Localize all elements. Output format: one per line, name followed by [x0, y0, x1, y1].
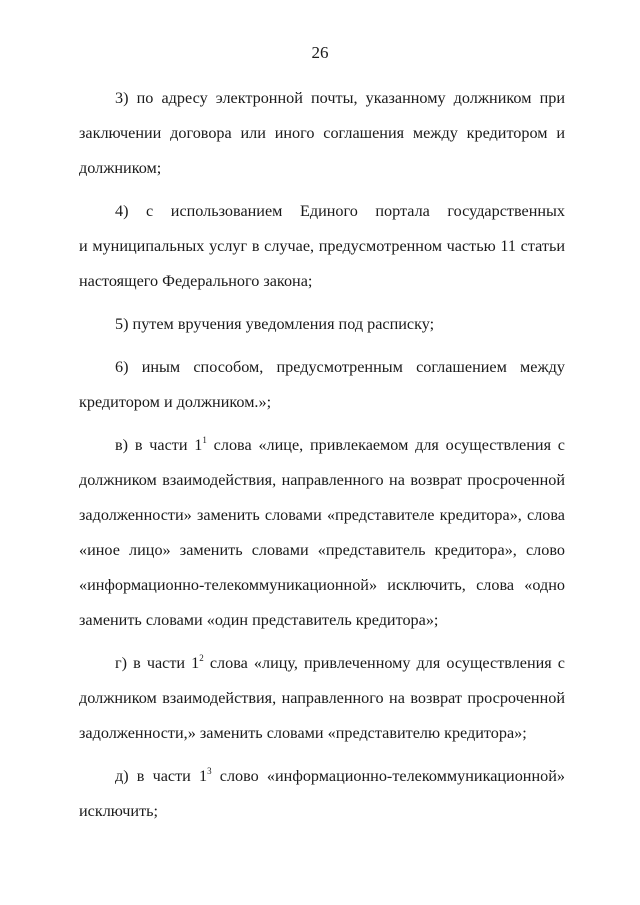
superscript: 1	[202, 435, 207, 445]
paragraph-item-3	[79, 81, 565, 186]
paragraph-line: 4) с использованием Единого портала государственных	[115, 202, 565, 220]
paragraph-line: задолженности» заменить словами «представителе кредитора», слова	[79, 506, 565, 524]
paragraph-item-4	[79, 194, 565, 299]
page-number: 26	[311, 43, 329, 62]
paragraph-subitem-d	[79, 759, 565, 829]
paragraph-item-6	[79, 350, 565, 420]
paragraph-line: задолженности,» заменить словами «представителю кредитора»;	[79, 724, 527, 742]
paragraph-line: исключить;	[79, 802, 159, 820]
line-text: г) в части 1	[115, 654, 200, 672]
paragraph-line: кредитором и должником.»;	[79, 393, 272, 411]
paragraph-line: заключении договора или иного соглашения между кредитором и	[79, 124, 565, 142]
paragraph-line: 3) по адресу электронной почты, указанному должником при	[115, 89, 565, 107]
superscript: 2	[199, 653, 204, 663]
paragraph-item-5	[79, 307, 565, 342]
paragraph-line: 5) путем вручения уведомления под расписку;	[115, 315, 435, 333]
paragraph-line: заменить словами «один представитель кредитора»;	[79, 611, 439, 629]
paragraph-line	[79, 759, 565, 794]
paragraph-subitem-g	[79, 646, 565, 751]
paragraph-line: должником взаимодействия, направленного на возврат просроченной	[79, 689, 565, 707]
superscript: 3	[207, 766, 212, 776]
document-body	[79, 81, 565, 829]
line-text: в) в части 1	[115, 436, 203, 454]
paragraph-line: 6) иным способом, предусмотренным соглашением между	[115, 358, 565, 376]
line-text: слова «лицу, привлеченному для осуществления с	[203, 654, 565, 672]
paragraph-line	[79, 646, 565, 681]
line-text: слово «информационно-телекоммуникационной»	[211, 767, 565, 785]
paragraph-subitem-v	[79, 428, 565, 638]
paragraph-line: «иное лицо» заменить словами «представитель кредитора», слово	[79, 541, 565, 559]
paragraph-line: настоящего Федерального закона;	[79, 272, 313, 290]
paragraph-line: должником;	[79, 159, 162, 177]
paragraph-line: «информационно-телекоммуникационной» исключить, слова «одно	[79, 576, 565, 594]
paragraph-line	[79, 428, 565, 463]
line-text: слова «лице, привлекаемом для осуществления с	[206, 436, 565, 454]
line-text: д) в части 1	[115, 767, 208, 785]
paragraph-line: и муниципальных услуг в случае, предусмотренном частью 11 статьи	[79, 237, 565, 255]
paragraph-line: должником взаимодействия, направленного на возврат просроченной	[79, 471, 565, 489]
